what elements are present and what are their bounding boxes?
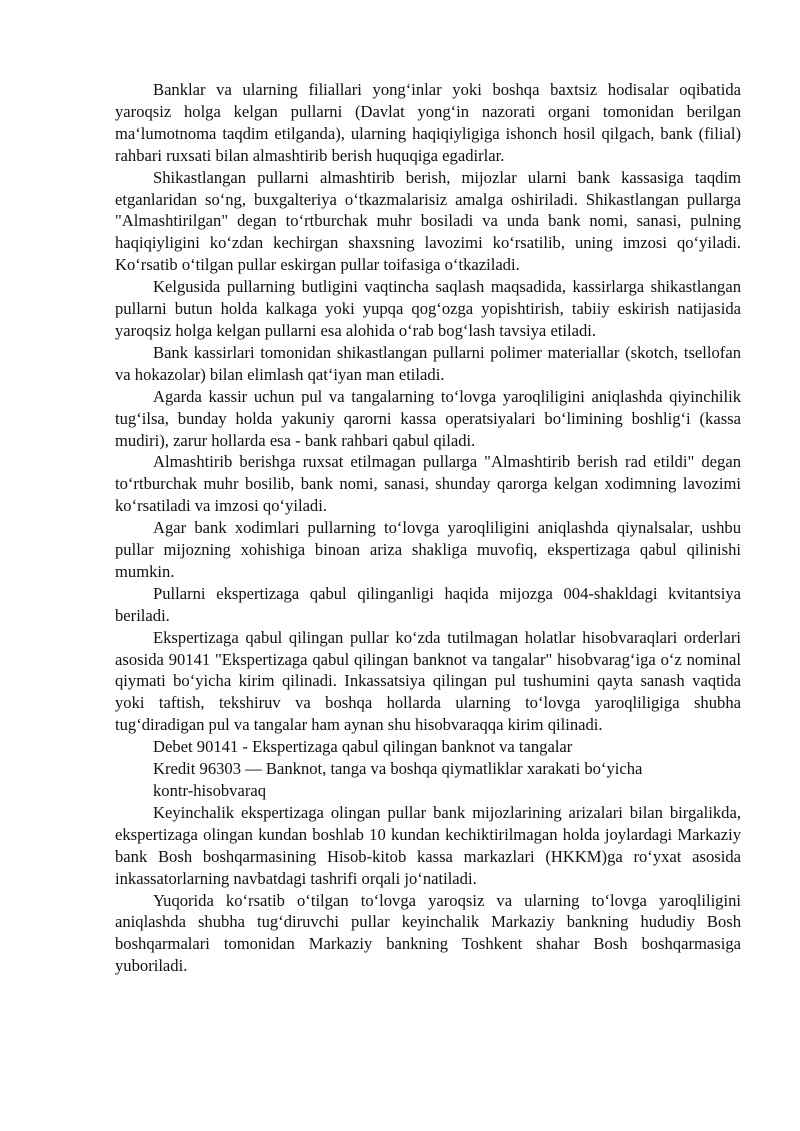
paragraph: Bank kassirlari tomonidan shikastlangan pullarni polimer materiallar (skotch, tsellofan va hokazolar) bilan elimlash qat‘iyan man etiladi. — [115, 342, 741, 384]
debet-entry: Debet 90141 - Ekspertizaga qabul qilingan banknot va tangalar — [153, 737, 573, 757]
paragraph: Kelgusida pullarning butligini vaqtincha saqlash maqsadida, kassirlarga shikastlangan pullarni butun holda kalkaga yoki yupqa qog‘ozga yopishtirish, tabiiy eskirish natijasida yaroqsiz holga kelgan pullarni esa alohida o‘rab bog‘lash tavsiya etiladi. — [115, 277, 741, 340]
paragraph: Agarda kassir uchun pul va tangalarning to‘lovga yaroqliligini aniqlashda qiyinchilik tug‘ilsa, bunday holda yakuniy qarorni kassa operatsiyalari bo‘limining boshlig‘i (kassa mudiri), zarur hollarda esa - bank rahbari qabul qiladi. — [115, 386, 741, 450]
kredit-entry: Kredit 96303 — Banknot, tanga va boshqa qiymatliklar xarakati bo‘yicha — [153, 759, 643, 779]
paragraph: Almashtirib berishga ruxsat etilmagan pullarga "Almashtirib berish rad etildi" degan to‘rtburchak muhr bosilib, bank nomi, sanasi, shunday qarorga kelgan xodimning lavozimi ko‘rsatiladi va imzosi qo‘yiladi. — [115, 452, 741, 516]
paragraph: Ekspertizaga qabul qilingan pullar ko‘zda tutilmagan holatlar hisobvaraqlari orderlari asosida 90141 "Ekspertizaga qabul qilingan banknot va tangalar" hisobvarag‘iga o‘z nominal qiymati bo‘yicha kirim qilinadi. Inkassatsiya qilingan pul tushumini qayta sanash vaqtida yoki taftish, tekshiruv va boshqa hollarda ularning to‘lovga yaroqliligiga shubha tug‘diradigan pul va tangalar ham aynan shu hisobvaraqqa kirim qilinadi. — [115, 627, 741, 735]
paragraph: Shikastlangan pullarni almashtirib berish, mijozlar ularni bank kassasiga taqdim etganlaridan so‘ng, buxgalteriya o‘tkazmalarisiz amalga oshiriladi. Shikastlangan pullarga "Almashtirilgan" degan to‘rtburchak muhr bosiladi va unda bank nomi, sanasi, pulning haqiqiyligini ko‘zdan kechirgan shaxsning lavozimi ko‘rsatilib, uning imzosi qo‘yiladi. Ko‘rsatib o‘tilgan pullar eskirgan pullar toifasiga o‘tkaziladi. — [115, 167, 741, 275]
document-page — [115, 79, 741, 977]
paragraph: Keyinchalik ekspertizaga olingan pullar bank mijozlarining arizalari bilan birgalikda, ekspertizaga olingan kundan boshlab 10 kundan kechiktirilmagan holda joylardagi Markaziy bank Bosh boshqarmasining Hisob-kitob kassa markazlari (HKKM)ga ro‘yxat asosida inkassatorlarning navbatdagi tashrifi orqali jo‘natiladi. — [115, 802, 741, 888]
paragraph: Banklar va ularning filiallari yong‘inlar yoki boshqa baxtsiz hodisalar oqibatida yaroqsiz holga kelgan pullarni (Davlat yong‘in nazorati organi tomonidan berilgan ma‘lumotnoma taqdim etilganda), ularning haqiqiyligiga ishonch hosil qilgach, bank (filial) rahbari ruxsati bilan almashtirib berish huquqiga egadirlar. — [115, 80, 741, 165]
paragraph: Agar bank xodimlari pullarning to‘lovga yaroqliligini aniqlashda qiynalsalar, ushbu pullar mijozning xohishiga binoan ariza shakliga muvofiq, ekspertizaga qabul qilinishi mumkin. — [115, 518, 741, 581]
paragraph: Pullarni ekspertizaga qabul qilinganligi haqida mijozga 004-shakldagi kvitantsiya beriladi. — [115, 583, 741, 625]
paragraph: Yuqorida ko‘rsatib o‘tilgan to‘lovga yaroqsiz va ularning to‘lovga yaroqliligini aniqlashda shubha tug‘diruvchi pullar keyinchalik Markaziy bankning hududiy Bosh boshqarmalari tomonidan Markaziy bankning Toshkent shahar Bosh boshqarmasiga yuboriladi. — [115, 890, 741, 976]
kredit-entry-continuation: kontr-hisobvaraq — [153, 781, 267, 800]
